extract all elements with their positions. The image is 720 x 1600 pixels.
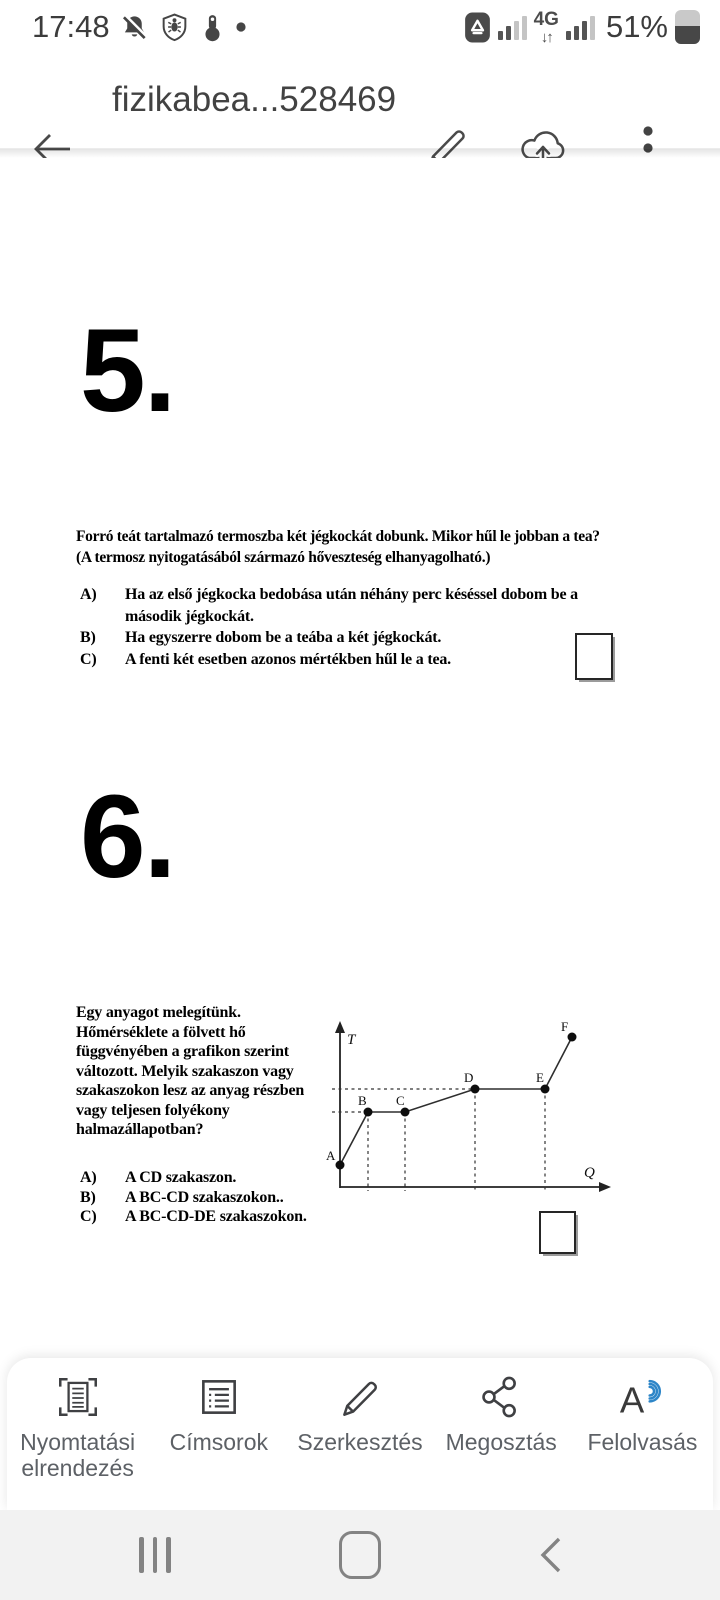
app-bar (0, 52, 720, 149)
recents-button[interactable] (95, 1510, 215, 1600)
power-saving-icon (464, 11, 491, 44)
y-axis-label: T (347, 1032, 356, 1048)
option-text: A BC-CD-DE szakaszokon. (125, 1208, 307, 1225)
toolbar-label: Szerkesztés (297, 1429, 423, 1455)
toolbar-label: Címsorok (169, 1429, 268, 1455)
signal-strength-icon-sim1 (498, 14, 527, 40)
toolbar-item-share[interactable] (431, 1358, 572, 1510)
home-button[interactable] (300, 1510, 420, 1600)
y-axis-arrow (335, 1021, 345, 1033)
option-text: A BC-CD szakaszokon.. (125, 1188, 284, 1206)
edit-icon (335, 1372, 385, 1422)
toolbar-item-headings[interactable] (148, 1358, 289, 1510)
answer-box-q6 (539, 1211, 576, 1254)
question5-line1: Forró teát tartalmazó termoszba két jégkockát dobunk. Mikor hűl le jobban a tea? (76, 528, 600, 545)
toolbar-label: Felolvasás (587, 1429, 698, 1455)
notification-dot (235, 21, 247, 33)
read-aloud-letter: A (620, 1379, 645, 1421)
home-icon (339, 1531, 381, 1579)
option-letter: A) (80, 1169, 97, 1186)
document-title: fizikabea...528469 (112, 80, 397, 119)
option-letter: B) (80, 1188, 96, 1206)
document-page[interactable] (0, 158, 720, 1348)
clock-label: 17:48 (32, 9, 110, 44)
share-icon (476, 1372, 526, 1422)
question6-options (80, 1168, 540, 1227)
question5-options (80, 584, 580, 670)
antivirus-shield-icon (159, 12, 190, 43)
option-letter: C) (80, 1208, 97, 1225)
network-type-label: 4G (533, 8, 559, 30)
svg-text:D: D (464, 1070, 474, 1085)
question5-text (76, 526, 600, 568)
status-bar (0, 0, 720, 52)
option-row (80, 627, 580, 649)
x-axis-label: Q (584, 1165, 595, 1181)
toolbar-label: Nyomtatási elrendezés (20, 1429, 136, 1481)
toolbar-item-read-aloud[interactable] (572, 1358, 713, 1510)
svg-text:B: B (358, 1093, 367, 1108)
appbar-divider-shadow (0, 149, 720, 158)
thermometer-icon (200, 12, 225, 43)
option-letter: C) (80, 650, 97, 668)
question5-number: 5. (80, 305, 175, 437)
battery-icon (675, 10, 700, 44)
headings-icon (194, 1372, 244, 1422)
option-text: Ha egyszerre dobom be a teába a két jégkockát. (125, 629, 442, 646)
data-arrows: ↓↑ (540, 28, 552, 46)
toolbar-label: Megosztás (445, 1429, 557, 1455)
option-row (80, 1188, 540, 1208)
nav-back-button[interactable] (490, 1510, 610, 1600)
network-type-indicator (534, 10, 559, 45)
question6-text: Egy anyagot melegítünk. Hőmérséklete a fölvett hő függvényében a grafikon szerint változott. Melyik szakaszon vagy szakaszokon lesz az anyag részben vagy teljesen folyékony halmazállapotban? (76, 1004, 305, 1138)
battery-percent-label: 51% (605, 9, 668, 44)
navigation-bar (0, 1510, 720, 1600)
signal-strength-icon-sim2 (566, 14, 595, 40)
toolbar-item-print-layout[interactable] (7, 1358, 148, 1510)
bell-muted-icon (120, 13, 149, 42)
print-layout-icon (53, 1372, 103, 1422)
option-letter: B) (80, 629, 96, 646)
toolbar-item-edit[interactable] (289, 1358, 430, 1510)
option-row (80, 649, 580, 671)
option-letter: A) (80, 586, 97, 603)
svg-text:F: F (561, 1019, 569, 1034)
answer-box-q5 (575, 633, 613, 680)
option-text: A fenti két esetben azonos mértékben hűl le a tea. (125, 650, 451, 668)
option-row (80, 1207, 540, 1227)
bottom-toolbar (7, 1358, 713, 1510)
svg-text:A: A (326, 1148, 336, 1163)
question5-line2: (A termosz nyitogatásából származó hőveszteség elhanyagolható.) (76, 549, 491, 566)
x-axis-arrow (599, 1182, 611, 1192)
svg-text:E: E (536, 1070, 544, 1085)
recents-icon (139, 1537, 171, 1573)
svg-text:C: C (396, 1093, 405, 1108)
option-row (80, 584, 580, 627)
nav-back-icon (535, 1533, 565, 1577)
option-text: Ha az első jégkocka bedobása után néhány perc késéssel dobom be a második jégkockát. (125, 586, 578, 625)
read-aloud-icon (617, 1372, 667, 1422)
question6-number: 6. (80, 771, 175, 903)
option-row (80, 1168, 540, 1188)
option-text: A CD szakaszon. (125, 1169, 237, 1186)
